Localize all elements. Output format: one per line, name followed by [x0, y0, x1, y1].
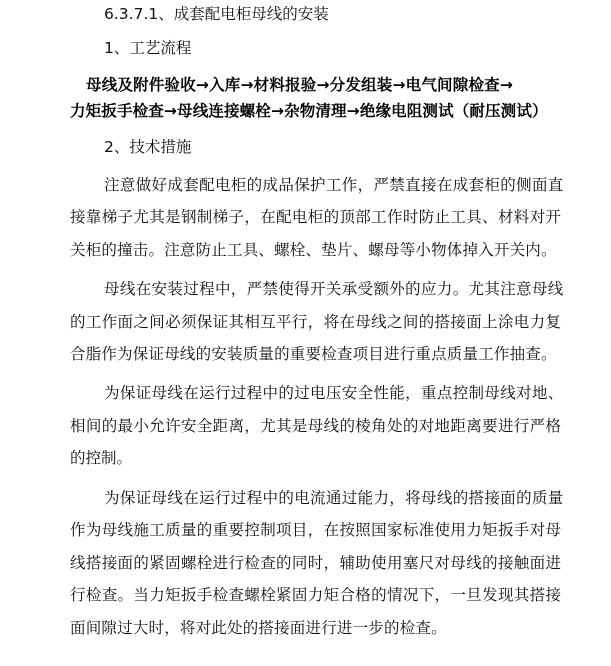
- paragraph-1-line-3: 关柜的撞击。注意防止工具、螺栓、垫片、螺母等小物体掉入开关内。: [70, 241, 557, 259]
- paragraph-4-line-3: 线搭接面的紧固螺栓进行检查的同时，辅助使用塞尺对母线的接触面进: [70, 554, 562, 572]
- process-heading: 1、工艺流程: [104, 39, 192, 57]
- paragraph-4-line-4: 行检查。当力矩扳手检查螺栓紧固力矩合格的情况下，一旦发现其搭接: [70, 586, 562, 604]
- section-title: 6.3.7.1、成套配电柜母线的安装: [104, 5, 329, 23]
- paragraph-4-line-5: 面间隙过大时，将对此处的搭接面进行进一步的检查。: [70, 619, 447, 637]
- process-flow-line-1: 母线及附件验收→入库→材料报验→分发组装→电气间隙检查→: [86, 76, 514, 94]
- paragraph-1-line-2: 接靠梯子尤其是钢制梯子，在配电柜的顶部工作时防止工具、材料对开: [70, 208, 562, 226]
- paragraph-3-line-2: 相间的最小允许安全距离，尤其是母线的棱角处的对地距离要进行严格: [70, 417, 562, 435]
- paragraph-4-line-2: 作为母线施工质量的重要控制项目，在按照国家标准使用力矩扳手对母: [70, 521, 562, 539]
- process-flow-line-2: 力矩扳手检查→母线连接螺栓→杂物清理→绝缘电阻测试（耐压测试）: [70, 102, 548, 120]
- paragraph-2-line-2: 的工作面之间必须保证其相互平行，将在母线之间的搭接面上涂电力复: [70, 313, 562, 331]
- paragraph-2-line-3: 合脂作为保证母线的安装质量的重要检查项目进行重点质量工作抽查。: [70, 345, 557, 363]
- paragraph-4-line-1: 为保证母线在运行过程中的电流通过能力，将母线的搭接面的质量: [104, 489, 564, 507]
- paragraph-2-line-1: 母线在安装过程中，严禁使得开关承受额外的应力。尤其注意母线: [104, 280, 564, 298]
- paragraph-3-line-3: 的控制。: [70, 449, 133, 467]
- paragraph-1-line-1: 注意做好成套配电柜的成品保护工作，严禁直接在成套柜的侧面直: [104, 176, 564, 194]
- paragraph-3-line-1: 为保证母线在运行过程中的过电压安全性能，重点控制母线对地、: [104, 384, 564, 402]
- measures-heading: 2、技术措施: [104, 138, 192, 156]
